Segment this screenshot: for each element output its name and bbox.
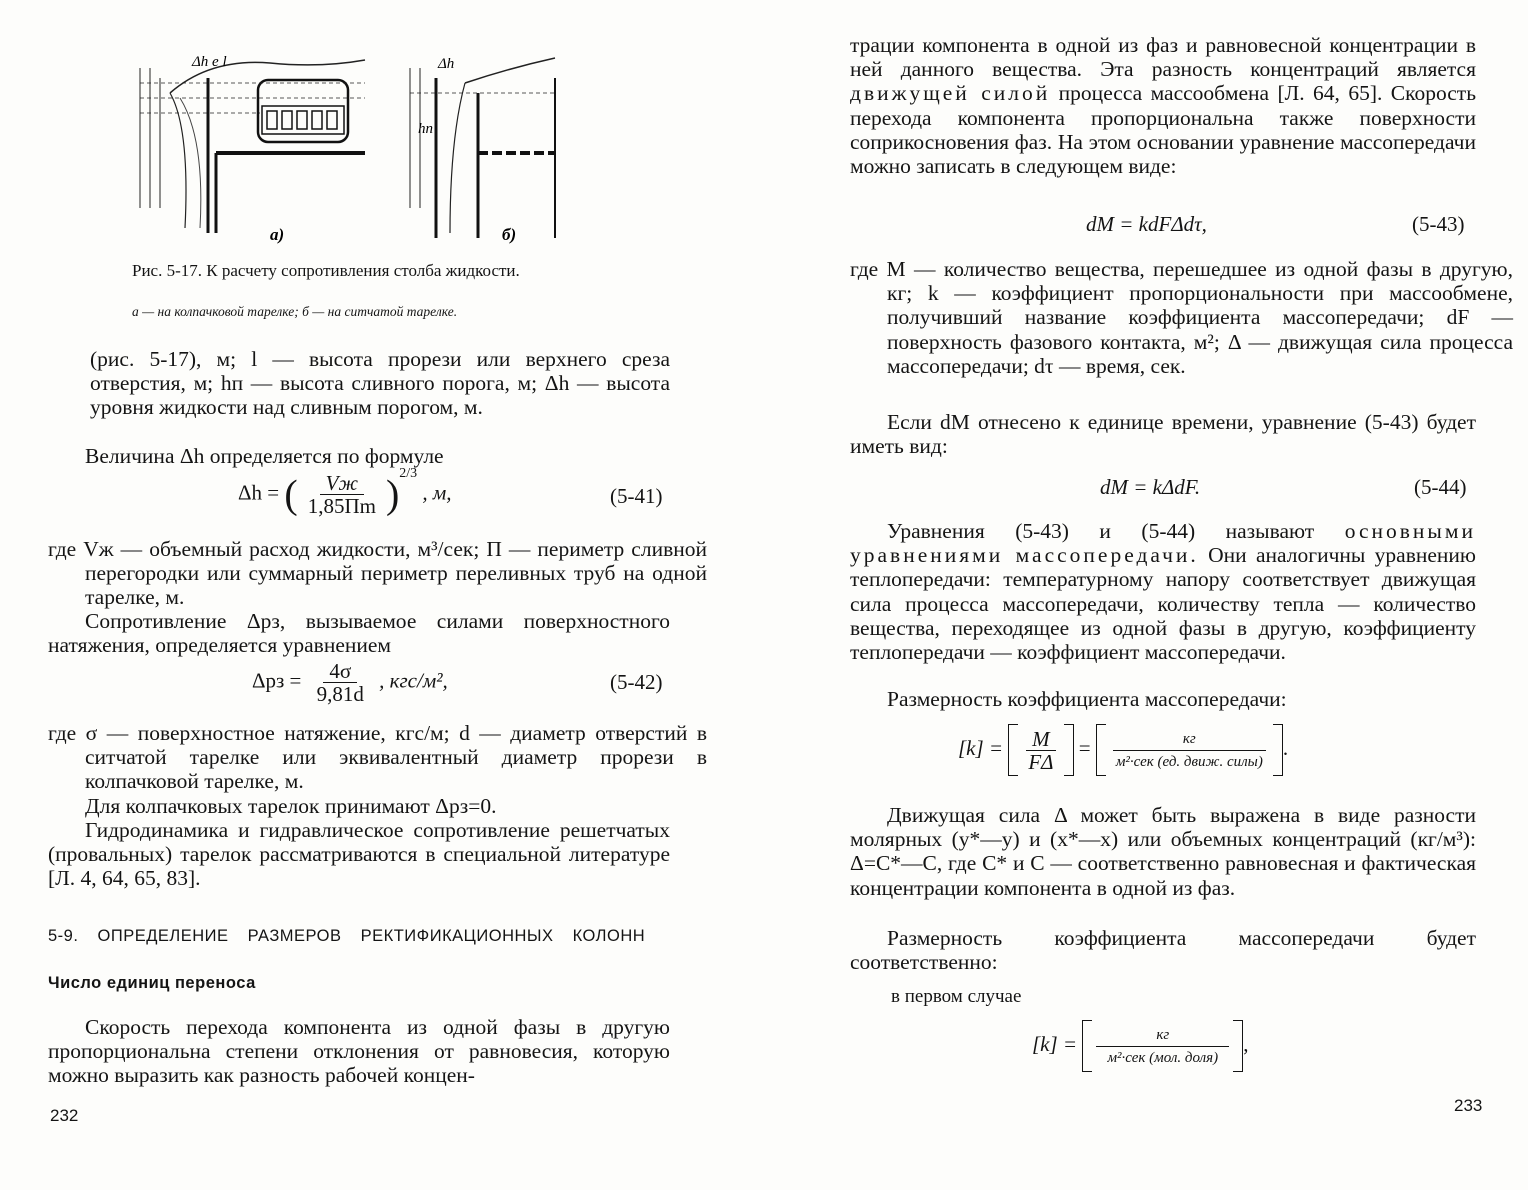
- equation-dimension-num2: кг: [1113, 728, 1266, 751]
- figure-panel-b: [410, 56, 555, 244]
- paragraph-2: Величина Δh определяется по формуле: [85, 444, 444, 468]
- paragraph-r2: где M — количество вещества, перешедшее из одной фазы в другую, кг; k — коэффициент пропорциональности при массообмене, получивший название коэффициента массопередачи; dF — поверхность фазового контакта, м²; Δ — движущая сила процесса массопередачи; dτ — время, сек.: [850, 257, 1513, 378]
- paragraph-r1-emphasis: движущей силой: [850, 81, 1051, 106]
- paragraph-r8: в первом случае: [891, 986, 1022, 1007]
- figure-a-label: а): [270, 225, 285, 244]
- equation-5-42-lhs: Δpз =: [252, 668, 302, 693]
- figure-5-17: [130, 38, 570, 253]
- equation-number-5-41: (5-41): [610, 484, 663, 508]
- equation-5-42-unit: , кгс/м²,: [379, 668, 448, 693]
- equation-dimension: [k] = $\frac{M}{F\Delta}$ = $\frac{кг}{\text{м²·сек (ед. движ. силы)}}$ .: [958, 724, 1288, 776]
- equation-5-42-numerator: 4σ: [323, 660, 357, 683]
- paragraph-r7: Размерность коэффициента массопередачи будет соответственно:: [850, 926, 1476, 975]
- equation-5-41-denominator: 1,85Пm: [307, 494, 376, 518]
- equation-number-5-43: (5-43): [1412, 212, 1465, 236]
- paragraph-r1-part2: процесса массообмена [Л. 64, 65]. Скорость перехода компонента пропорциональна также поверхности соприкосновения фаз. На этом основании уравнение массопередачи можно записать в следующем виде:: [850, 81, 1476, 179]
- equation-dimension-lhs: [k] =: [958, 735, 1004, 760]
- right-page: [764, 0, 1528, 1190]
- equation-5-41-lhs: Δh =: [238, 480, 280, 505]
- equation-5-42-denominator: 9,81d: [316, 682, 364, 706]
- equation-number-5-44: (5-44): [1414, 475, 1467, 499]
- paragraph-r1: [850, 33, 1476, 178]
- equation-5-41-power: 2/3: [399, 466, 418, 482]
- equation-first-case-den: м²·сек (мол. доля): [1107, 1049, 1219, 1066]
- paragraph-1: (рис. 5-17), м; l — высота прорези или верхнего среза отверстия, м; hп — высота сливного порога, м; Δh — высота уровня жидкости над сливным порогом, м.: [90, 347, 670, 420]
- paragraph-r6: Движущая сила Δ может быть выражена в виде разности молярных (y*—y) и (x*—x) или объемных концентраций (кг/м³): Δ=C*—C, где C* и C — соответственно равновесная и фактическая концентрации компонента в одной из фаз.: [850, 803, 1476, 900]
- equation-number-5-42: (5-42): [610, 670, 663, 694]
- figure-subcaption: а — на колпачковой тарелке; б — на ситчатой тарелке.: [132, 304, 458, 319]
- paragraph-r1-part1: трации компонента в одной из фаз и равновесной концентрации в ней данного вещества. Эта разность концентраций является: [850, 33, 1476, 82]
- figure-caption: Рис. 5-17. К расчету сопротивления столба жидкости.: [132, 261, 520, 280]
- paragraph-r4-emphasis: основными уравнениями массопередачи.: [850, 519, 1476, 568]
- figure-b-label: б): [502, 225, 517, 244]
- paragraph-r3: Если dM отнесено к единице времени, уравнение (5-43) будет иметь вид:: [850, 410, 1476, 459]
- equation-first-case-num: кг: [1096, 1024, 1229, 1047]
- page-number-left: 232: [50, 1106, 79, 1125]
- equation-dimension-den1: FΔ: [1028, 749, 1054, 774]
- section-heading: 5-9. ОПРЕДЕЛЕНИЕ РАЗМЕРОВ РЕКТИФИКАЦИОННЫХ КОЛОНН: [48, 927, 646, 945]
- equation-5-44: dM = kΔdF.: [1100, 475, 1201, 499]
- paragraph-7: Гидродинамика и гидравлическое сопротивление решетчатых (провальных) тарелок рассматриваются в специальной литературе [Л. 4, 64, 65, 83].: [48, 818, 670, 891]
- equation-first-case: [k] = $\frac{кг}{\text{м²·сек (мол. доля)}}$ ,: [1032, 1020, 1248, 1072]
- equation-5-41: Δh = ( $\frac{Vж}{1,85Пm}$ )$^{2/3}$ , м,: [238, 466, 452, 518]
- paragraph-r4-part1: Уравнения (5-43) и (5-44) называют: [887, 519, 1345, 543]
- paragraph-r5: Размерность коэффициента массопередачи:: [887, 687, 1287, 711]
- paragraph-3: где Vж — объемный расход жидкости, м³/сек; П — периметр сливной перегородки или суммарный периметр переливных труб на одной тарелке, м.: [48, 537, 707, 610]
- figure-a-dims: Δh e l: [192, 54, 227, 70]
- equation-dimension-den2: м²·сек (ед. движ. силы): [1115, 753, 1263, 770]
- equation-5-41-numerator: Vж: [320, 472, 364, 495]
- paragraph-8: Скорость перехода компонента из одной фазы в другую пропорциональна степени отклонения от равновесия, которую можно выразить как разность рабочей концен-: [48, 1015, 670, 1088]
- page-number-right: 233: [1454, 1096, 1483, 1115]
- paragraph-r4: [850, 519, 1476, 664]
- paragraph-6: Для колпачковых тарелок принимают Δpз=0.: [85, 794, 497, 818]
- subsection-heading: Число единиц переноса: [48, 974, 256, 992]
- equation-5-43: dM = kdFΔdτ,: [1086, 212, 1207, 236]
- paragraph-5: где σ — поверхностное натяжение, кгс/м; d — диаметр отверстий в ситчатой тарелке или эквивалентный диаметр прорези в колпачковой тарелке, м.: [48, 721, 707, 794]
- equation-5-42: [252, 660, 448, 705]
- figure-panel-a: [140, 54, 365, 244]
- figure-b-dim-hp: hп: [418, 121, 433, 137]
- paragraph-4: Сопротивление Δpз, вызываемое силами поверхностного натяжения, определяется уравнением: [48, 609, 670, 658]
- equation-first-case-lhs: [k] =: [1032, 1031, 1078, 1056]
- equation-5-41-unit: , м,: [422, 480, 452, 505]
- figure-b-dim-dh: Δh: [438, 56, 455, 72]
- paragraph-r4-part2: Они аналогичны уравнению теплопередачи: температурному напору соответствует движущая сила процесса массопередачи, количеству тепла — количество вещества, переходящее из одной фазы в другую, коэффициенту теплопередачи — коэффициент массопередачи.: [850, 543, 1476, 665]
- equation-dimension-num1: M: [1026, 728, 1056, 751]
